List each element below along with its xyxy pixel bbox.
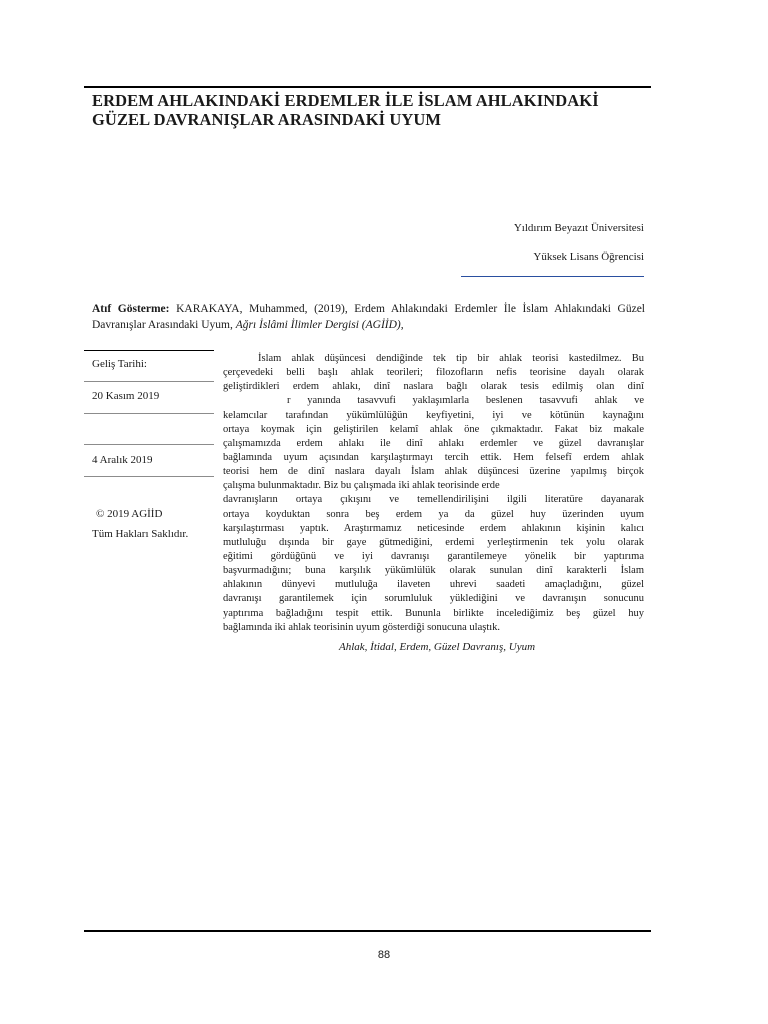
affiliation-divider xyxy=(461,276,644,277)
abstract-line: geliştirdikleri erdem ahlakı, dinî naslara bağlı olarak tesis edilmiş olan dinî xyxy=(223,381,644,393)
abstract-line: eğitimi gördüğünü ve iyi davranışı garantilemeye yönelik bir yaptırıma xyxy=(223,550,644,562)
abstract-line: davranışların ortaya çıkışını ve temellendirilişini ilgili literatüre dayanarak xyxy=(223,494,644,506)
author-status: Yüksek Lisans Öğrencisi xyxy=(533,251,644,263)
page-number: 88 xyxy=(377,949,391,961)
abstract-line: başvurmadığını; buna karşılık yükümlülük olarak sunulan dinî karakterli İslam xyxy=(223,565,644,577)
abstract-line: bağlamında iki ahlak teorisinin uyum gösterdiği sonucuna ulaştık. xyxy=(223,621,501,633)
abstract-line: çerçevedeki belli başlı ahlak teorileri; filozofların nefis teorisine dayalı olarak xyxy=(223,367,644,379)
accepted-date: 4 Aralık 2019 xyxy=(92,454,153,466)
title-line-1: ERDEM AHLAKINDAKİ ERDEMLER İLE İSLAM AHLAKINDAKİ xyxy=(92,91,599,110)
top-rule xyxy=(84,86,651,88)
copyright-notice: © 2019 AGİİD xyxy=(96,508,163,520)
keywords: Ahlak, İtidal, Erdem, Güzel Davranış, Uyum xyxy=(339,641,536,653)
abstract-line: kelamcılar tarafından yükümlülüğün keyfiyetini, iyi ve kötünün kaynağını xyxy=(223,409,644,421)
abstract-line: bağlamında uyum açısından karşılaştırmayı tercih ettik. Hem felsefî erdem ahlak xyxy=(223,451,644,463)
author-university: Yıldırım Beyazıt Üniversitesi xyxy=(513,222,644,234)
title-line-2: GÜZEL DAVRANIŞLAR ARASINDAKİ UYUM xyxy=(92,110,442,129)
citation-text: KARAKAYA, Muhammed, (2019), Erdem Ahlakındaki Erdemler İle İslam Ahlakındaki Güzel Davranışlar Arasındaki Uyum, xyxy=(92,303,645,331)
abstract-text xyxy=(223,352,644,635)
sidebar-divider xyxy=(84,413,214,414)
citation-label: Atıf Gösterme: xyxy=(92,303,170,315)
bottom-rule xyxy=(84,930,651,932)
sidebar-divider xyxy=(84,381,214,382)
citation-journal: Ağrı İslâmi İlimler Dergisi (AGİİD), xyxy=(235,318,404,331)
abstract-line: çalışma bulunmaktadır. Biz bu çalışmada iki ahlak teorisinde erde xyxy=(223,480,500,492)
rights-notice: Tüm Hakları Saklıdır. xyxy=(92,528,189,540)
abstract-line: yaptırıma bağladığını tespit ettik. Bununla birlikte incelediğimiz beş güzel huy xyxy=(223,607,644,619)
received-date: 20 Kasım 2019 xyxy=(92,390,160,402)
sidebar-divider xyxy=(84,476,214,477)
sidebar-divider xyxy=(84,444,214,445)
abstract-line: teorisi hem de dinî naslara dayalı İslam ahlak düşüncesi üzerine yapılmış birçok xyxy=(223,466,644,478)
abstract-line: r yanında tasavvufi yaklaşımlarla beslenen tasavvufi ahlak ve xyxy=(287,395,644,407)
abstract-line: ortaya koymak için geliştirilen kelamî ahlak öne çıkmaktadır. Fakat biz makale xyxy=(223,423,644,435)
abstract-line: davranışı garantilemek için sorumluluk yüklediğini ve davranışın sonucunu xyxy=(223,593,644,605)
abstract-line: mutluluğu dışında bir gaye gütmediğini, erdemi yerleştirmenin tek yolu olarak xyxy=(223,536,644,548)
abstract-line: ahlakının dünyevi mutluluğa ilaveten uhrevi saadeti amaçladığını, güzel xyxy=(223,579,644,591)
abstract-line: karşılaştırması yaptık. Araştırmamız neticesinde erdem ahlakının kişinin kalıcı xyxy=(223,522,644,534)
abstract-line: İslam ahlak düşüncesi dendiğinde tek tip bir ahlak teorisi kastedilmez. Bu xyxy=(258,353,644,364)
citation-block xyxy=(92,302,645,333)
article-title xyxy=(92,91,662,129)
abstract-line: çalışmamızda erdem ahlakı ile dinî ahlakı erdemler ve güzel davranışlar xyxy=(223,437,644,449)
abstract-line: ortaya koyduktan sonra beş erdem ya da güzel huy üzerinden uyum xyxy=(223,508,644,520)
sidebar-divider xyxy=(84,350,214,351)
received-label: Geliş Tarihi: xyxy=(92,358,147,370)
